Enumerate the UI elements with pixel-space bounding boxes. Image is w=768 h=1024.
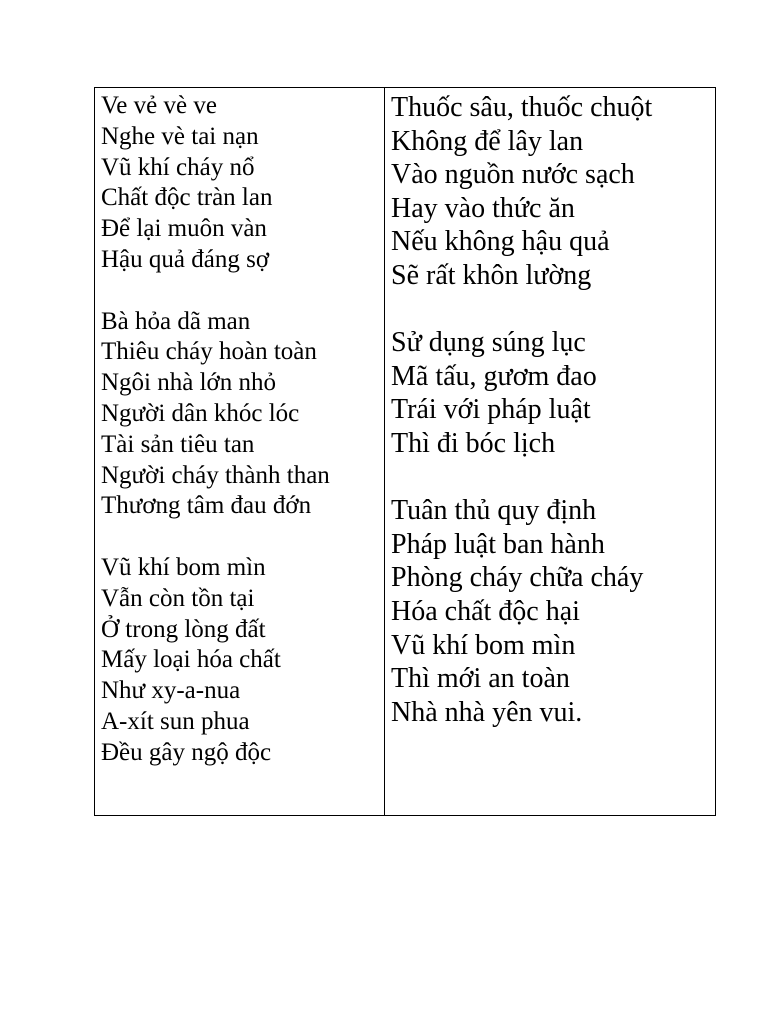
- poem-line: Thì mới an toàn: [391, 663, 570, 695]
- poem-line: Bà hỏa dã man: [101, 307, 251, 335]
- poem-line: Không để lây lan: [391, 125, 584, 157]
- poem-line: Vẫn còn tồn tại: [101, 584, 255, 612]
- poem-line: Thuốc sâu, thuốc chuột: [391, 92, 653, 123]
- poem-line: Hay vào thức ăn: [391, 192, 575, 224]
- poem-line: Thiêu cháy hoàn toàn: [101, 338, 317, 366]
- poem-line: Ve vẻ vè ve: [101, 92, 217, 119]
- poem-line: Ở trong lòng đất: [101, 615, 266, 643]
- poem-line: Chất độc tràn lan: [101, 184, 273, 212]
- stanza: [101, 307, 384, 523]
- poem-line: Nếu không hậu quả: [391, 226, 610, 258]
- poem-line: Nhà nhà yên vui.: [391, 696, 583, 728]
- poem-line: Vũ khí bom mìn: [391, 629, 576, 661]
- poem-line: Sẽ rất khôn lường: [391, 259, 592, 291]
- stanza: [391, 326, 715, 460]
- poem-line: Để lại muôn vàn: [101, 215, 267, 243]
- poem-left-column: [95, 88, 385, 815]
- poem-line: Mã tấu, gươm đao: [391, 360, 597, 392]
- stanza: [391, 494, 715, 729]
- stanza: [101, 91, 384, 276]
- poem-line: Hậu quả đáng sợ: [101, 245, 270, 273]
- poem-line: A-xít sun phua: [101, 707, 250, 735]
- poem-line: Vào nguồn nước sạch: [391, 159, 635, 191]
- poem-line: Hóa chất độc hại: [391, 595, 580, 627]
- stanza: [391, 91, 715, 293]
- poem-line: Tuân thủ quy định: [391, 495, 597, 527]
- poem-line: Tài sản tiêu tan: [101, 430, 255, 458]
- poem-line: Thương tâm đau đớn: [101, 492, 312, 520]
- poem-line: Người dân khóc lóc: [101, 399, 300, 427]
- poem-line: Đều gây ngộ độc: [101, 738, 272, 766]
- poem-line: Người cháy thành than: [101, 461, 330, 489]
- poem-line: Như xy-a-nua: [101, 677, 241, 705]
- stanza: [101, 553, 384, 769]
- poem-right-column: [385, 88, 715, 815]
- poem-line: Ngôi nhà lớn nhỏ: [101, 369, 277, 397]
- poem-line: Vũ khí cháy nổ: [101, 153, 255, 181]
- poem-line: Mấy loại hóa chất: [101, 646, 281, 674]
- poem-line: Phòng cháy chữa cháy: [391, 562, 644, 594]
- poem-line: Nghe vè tai nạn: [101, 122, 259, 150]
- poem-line: Trái với pháp luật: [391, 394, 591, 426]
- poem-line: Sử dụng súng lục: [391, 327, 586, 359]
- poem-line: Vũ khí bom mìn: [101, 553, 266, 581]
- poem-line: Thì đi bóc lịch: [391, 427, 556, 459]
- poem-table: [94, 87, 716, 816]
- poem-line: Pháp luật ban hành: [391, 528, 605, 560]
